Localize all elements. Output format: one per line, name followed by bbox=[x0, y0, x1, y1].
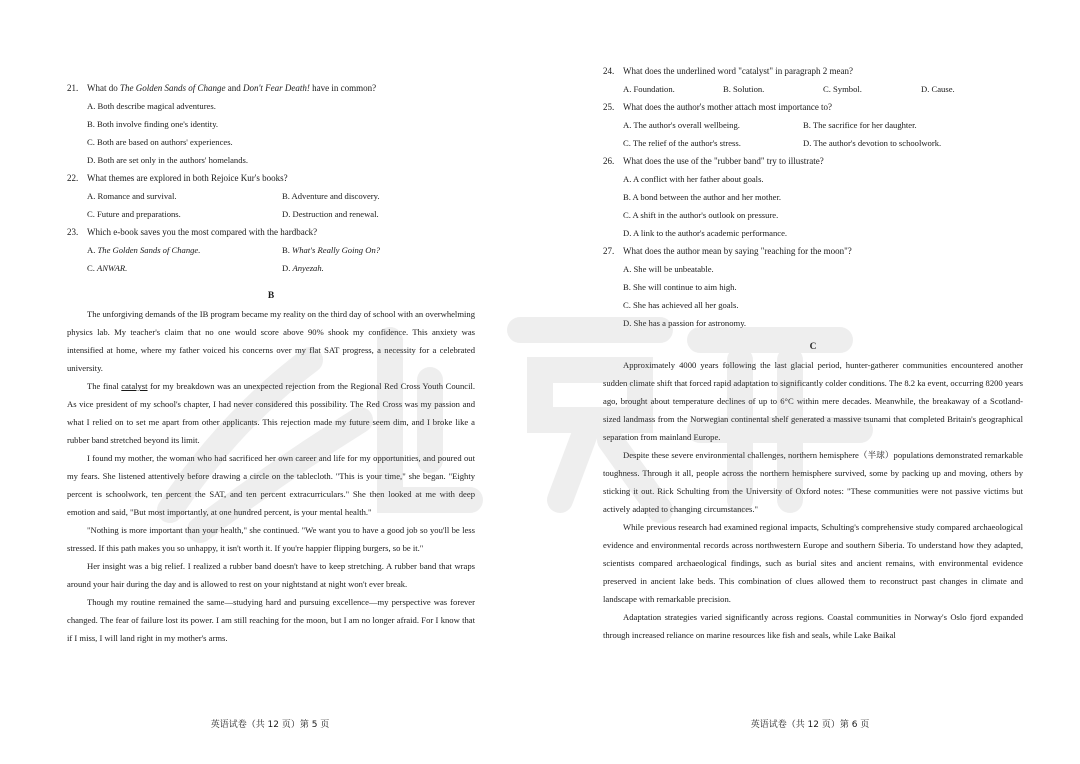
q21-option-b: B. Both involve finding one's identity. bbox=[87, 119, 219, 129]
page-6 bbox=[540, 0, 1080, 764]
passage-b-paragraph-1: The unforgiving demands of the IB program became my reality on the third day of school with an overwhelming physics lab. My teacher's claim that no one would score above 90% shook my confidence. This anxiety was intensified at home, where my father voiced his concerns over my flat SAT progress, a necessity for a celebrated university. bbox=[67, 309, 475, 373]
passage-b-paragraph-3: I found my mother, the woman who had sacrificed her own career and life for my opportunities, and poured out my fears. She listened attentively before drawing a circle on the tablecloth. "This is your time," she began. "Eighty percent is schoolwork, ten percent the SAT, and ten percent extracurriculars." She then looked at me with deep emotion and said, "But most importantly, at one hundred percent, is your mental health." bbox=[67, 453, 475, 517]
q26-option-d: D. A link to the author's academic performance. bbox=[623, 228, 788, 238]
page-6-footer: 英语试卷（共 12 页）第 6 页 bbox=[750, 720, 870, 730]
q23-option-b: B. What's Really Going On? bbox=[282, 245, 381, 255]
passage-c-paragraph-4: Adaptation strategies varied significantly across regions. Coastal communities in Norway's Oslo fjord expanded through increased reliance on marine resources like fish and seals, while Lake Baikal bbox=[603, 612, 1023, 640]
passage-b-paragraph-2: The final catalyst for my breakdown was an unexpected rejection from the Regional Red Cross Youth Council. As vice president of my school's chapter, I had never considered this possibility. The Red Cross was my passion and what I relied on to set me apart from other applicants. This rejection made my future seem dim, and I broke like a rubber band stretched beyond its limit. bbox=[67, 381, 475, 445]
q25-option-d: D. The author's devotion to schoolwork. bbox=[803, 138, 942, 148]
passage-c-paragraph-1: Approximately 4000 years following the last glacial period, hunter-gatherer communities encountered another sudden climate shift that forced rapid adaptation to significantly colder conditions. The 8.2 ka event, occurring 8200 years ago, brought about temperature declines of up to 6°C within mere decades. Meanwhile, the breakaway of a Scotland-sized landmass from the Norwegian continental shelf generated a massive tsunami that completed Britain's geographical separation from mainland Europe. bbox=[603, 360, 1023, 442]
q23-option-c: C. ANWAR. bbox=[87, 263, 128, 273]
question-25: 25. What does the author's mother attach most importance to? bbox=[603, 102, 833, 112]
q27-option-a: A. She will be unbeatable. bbox=[623, 264, 714, 274]
page-5-footer: 英语试卷（共 12 页）第 5 页 bbox=[210, 720, 330, 730]
passage-b-paragraph-4: "Nothing is more important than your health," she continued. "We want you to have a good job so you'll be less stressed. If this path makes you so unhappy, it isn't worth it. If you're happier flipping burgers, so be it." bbox=[67, 525, 475, 553]
section-c-heading: C bbox=[809, 342, 817, 352]
q22-option-a: A. Romance and survival. bbox=[87, 191, 177, 201]
q25-option-a: A. The author's overall wellbeing. bbox=[623, 120, 740, 130]
q21-option-d: D. Both are set only in the authors' homelands. bbox=[87, 155, 248, 165]
q21-option-c: C. Both are based on authors' experiences. bbox=[87, 137, 233, 147]
q25-options-row-1 bbox=[603, 116, 1023, 134]
passage-b-paragraph-6: Though my routine remained the same—studying hard and pursuing excellence—my perspective was forever changed. The fear of failure lost its power. I am still reaching for the moon, but I am no longer afraid. For I know that if I miss, I will land right in my mother's arms. bbox=[67, 597, 475, 643]
page-5-column bbox=[67, 79, 475, 647]
q22-options-row-1 bbox=[67, 187, 475, 205]
question-21: 21. What do The Golden Sands of Change and Don't Fear Death! have in common? bbox=[67, 83, 377, 93]
q24-option-a: A. Foundation. bbox=[623, 84, 675, 94]
q27-option-c: C. She has achieved all her goals. bbox=[623, 300, 739, 310]
q27-option-d: D. She has a passion for astronomy. bbox=[623, 318, 747, 328]
q23-option-a: A. The Golden Sands of Change. bbox=[87, 245, 201, 255]
passage-c-paragraph-3: While previous research had examined regional impacts, Schulting's comprehensive study compared archaeological evidence and environmental records across northwestern Europe and southern Siberia. To understand how they adapted, scientists compared archaeological findings, such as burial sites and ancient remains, with environmental evidence preserved in ancient lake beds. This combination of clues allowed them to reconstruct past changes in climate and landscape with remarkable precision. bbox=[603, 522, 1023, 604]
q23-options-row-1 bbox=[67, 241, 475, 259]
question-24: 24. What does the underlined word "catalyst" in paragraph 2 mean? bbox=[603, 66, 854, 76]
page-6-column bbox=[603, 62, 1023, 644]
q22-option-d: D. Destruction and renewal. bbox=[282, 209, 379, 219]
q26-option-c: C. A shift in the author's outlook on pressure. bbox=[623, 210, 779, 220]
q26-option-a: A. A conflict with her father about goals. bbox=[623, 174, 764, 184]
q25-option-c: C. The relief of the author's stress. bbox=[623, 138, 741, 148]
question-23: 23. Which e-book saves you the most compared with the hardback? bbox=[67, 227, 318, 237]
q24-options-row bbox=[603, 80, 1023, 98]
q22-option-b: B. Adventure and discovery. bbox=[282, 191, 380, 201]
question-27: 27. What does the author mean by saying "reaching for the moon"? bbox=[603, 246, 852, 256]
q22-options-row-2 bbox=[67, 205, 475, 223]
q27-option-b: B. She will continue to aim high. bbox=[623, 282, 737, 292]
q25-options-row-2 bbox=[603, 134, 1023, 152]
q22-option-c: C. Future and preparations. bbox=[87, 209, 181, 219]
q26-option-b: B. A bond between the author and her mother. bbox=[623, 192, 781, 202]
q23-options-row-2 bbox=[67, 259, 475, 277]
q23-option-d: D. Anyezah. bbox=[282, 263, 324, 273]
q24-option-d: D. Cause. bbox=[921, 84, 955, 94]
passage-c-paragraph-2: Despite these severe environmental challenges, northern hemisphere（半球）populations demonstrated remarkable toughness. Through it all, people across the northern hemisphere survived, some by packing up and moving, others by sticking it out. Rick Schulting from the University of Oxford notes: "These communities were not passive victims but actively adapted to changing circumstances." bbox=[603, 450, 1023, 514]
q25-option-b: B. The sacrifice for her daughter. bbox=[803, 120, 917, 130]
passage-b-paragraph-5: Her insight was a big relief. I realized a rubber band doesn't have to keep stretching. A rubber band that wraps around your hair during the day and is allowed to rest on your nightstand at night won't ever break. bbox=[67, 561, 475, 589]
question-26: 26. What does the use of the "rubber band" try to illustrate? bbox=[603, 156, 824, 166]
q21-option-a: A. Both describe magical adventures. bbox=[87, 101, 216, 111]
q24-option-b: B. Solution. bbox=[723, 84, 765, 94]
q24-option-c: C. Symbol. bbox=[823, 84, 862, 94]
section-b-heading: B bbox=[267, 291, 275, 301]
question-22: 22. What themes are explored in both Rejoice Kur's books? bbox=[67, 173, 288, 183]
